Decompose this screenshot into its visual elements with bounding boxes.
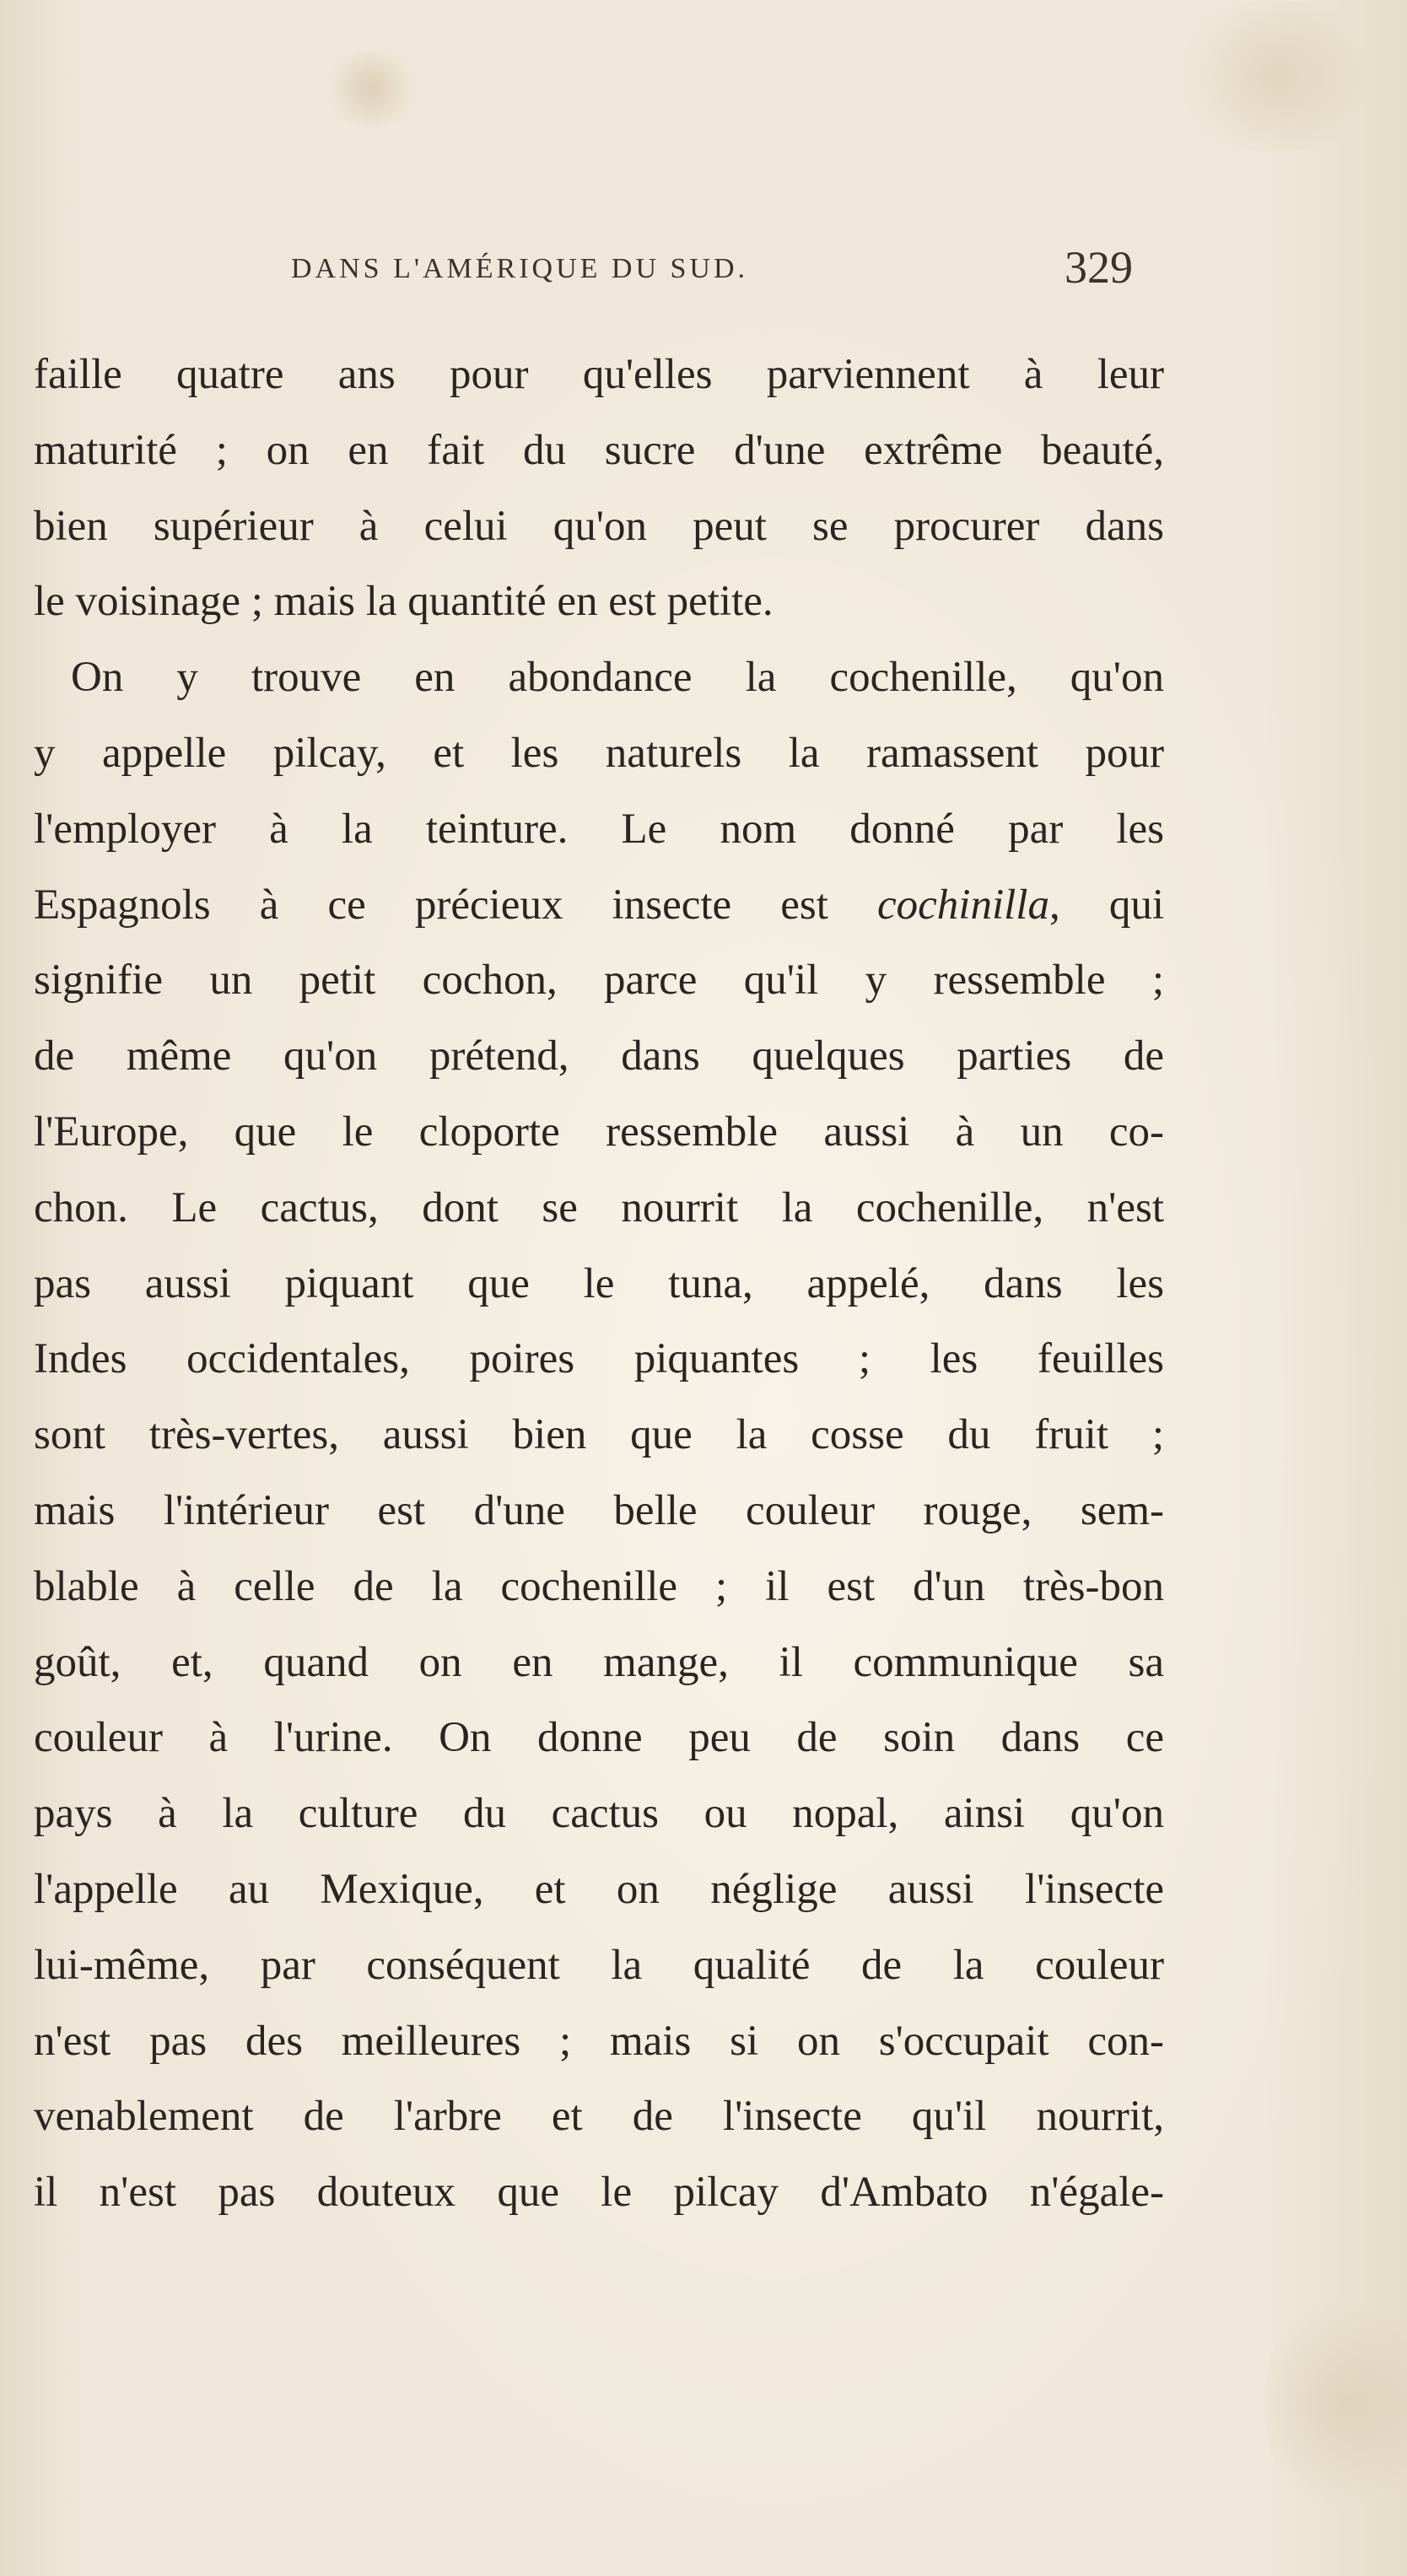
text-line: il n'est pas douteux que le pilcay d'Ambato n'égale- — [34, 2169, 1164, 2217]
text-line: l'Europe, que le cloporte ressemble aussi à un co- — [34, 1107, 1164, 1156]
foxing-stain — [1164, 0, 1383, 152]
foxing-stain — [1265, 2277, 1407, 2530]
text-line: l'appelle au Mexique, et on néglige aussi l'insecte — [34, 1865, 1164, 1913]
text-line-with-italic — [34, 868, 1164, 944]
italic-term: cochinilla — [877, 881, 1049, 929]
text-line: le voisinage ; mais la quantité en est petite. — [34, 578, 774, 626]
text-line: couleur à l'urine. On donne peu de soin dans ce — [34, 1714, 1164, 1762]
body-text — [34, 337, 1164, 2231]
text-line: signifie un petit cochon, parce qu'il y ressemble ; — [34, 957, 1164, 1005]
text-line: l'employer à la teinture. Le nom donné par les — [34, 805, 1164, 853]
foxing-stain — [321, 51, 422, 127]
text-line: chon. Le cactus, dont se nourrit la cochenille, n'est — [34, 1183, 1164, 1231]
text-segment: , qui — [1049, 881, 1164, 929]
text-line: mais l'intérieur est d'une belle couleur rouge, sem- — [34, 1486, 1164, 1534]
text-line: venablement de l'arbre et de l'insecte qu'il nourrit, — [34, 2093, 1164, 2141]
text-segment: Espagnols à ce précieux insecte est — [34, 881, 828, 929]
text-line: lui-même, par conséquent la qualité de la couleur — [34, 1941, 1164, 1989]
text-line: blable à celle de la cochenille ; il est d'un très-bon — [34, 1562, 1164, 1610]
text-line: y appelle pilcay, et les naturels la ramassent pour — [34, 729, 1164, 777]
page-number: 329 — [1065, 242, 1133, 293]
text-line: bien supérieur à celui qu'on peut se procurer dans — [34, 502, 1164, 550]
text-line: pays à la culture du cactus ou nopal, ainsi qu'on — [34, 1790, 1164, 1838]
text-line: n'est pas des meilleures ; mais si on s'occupait con- — [34, 2017, 1164, 2065]
text-line: sont très-vertes, aussi bien que la cosse du fruit ; — [34, 1411, 1164, 1459]
text-line: Indes occidentales, poires piquantes ; les feuilles — [34, 1335, 1164, 1383]
paragraph-start-line: On y trouve en abondance la cochenille, qu'on — [71, 654, 1164, 702]
text-line: faille quatre ans pour qu'elles parviennent à leur — [34, 351, 1164, 398]
text-line: maturité ; on en fait du sucre d'une extrême beauté, — [34, 426, 1164, 474]
text-line: goût, et, quand on en mange, il communique sa — [34, 1638, 1164, 1686]
text-line: pas aussi piquant que le tuna, appelé, dans les — [34, 1259, 1164, 1307]
text-line: de même qu'on prétend, dans quelques parties de — [34, 1032, 1164, 1081]
running-title: DANS L'AMÉRIQUE DU SUD. — [291, 253, 749, 284]
